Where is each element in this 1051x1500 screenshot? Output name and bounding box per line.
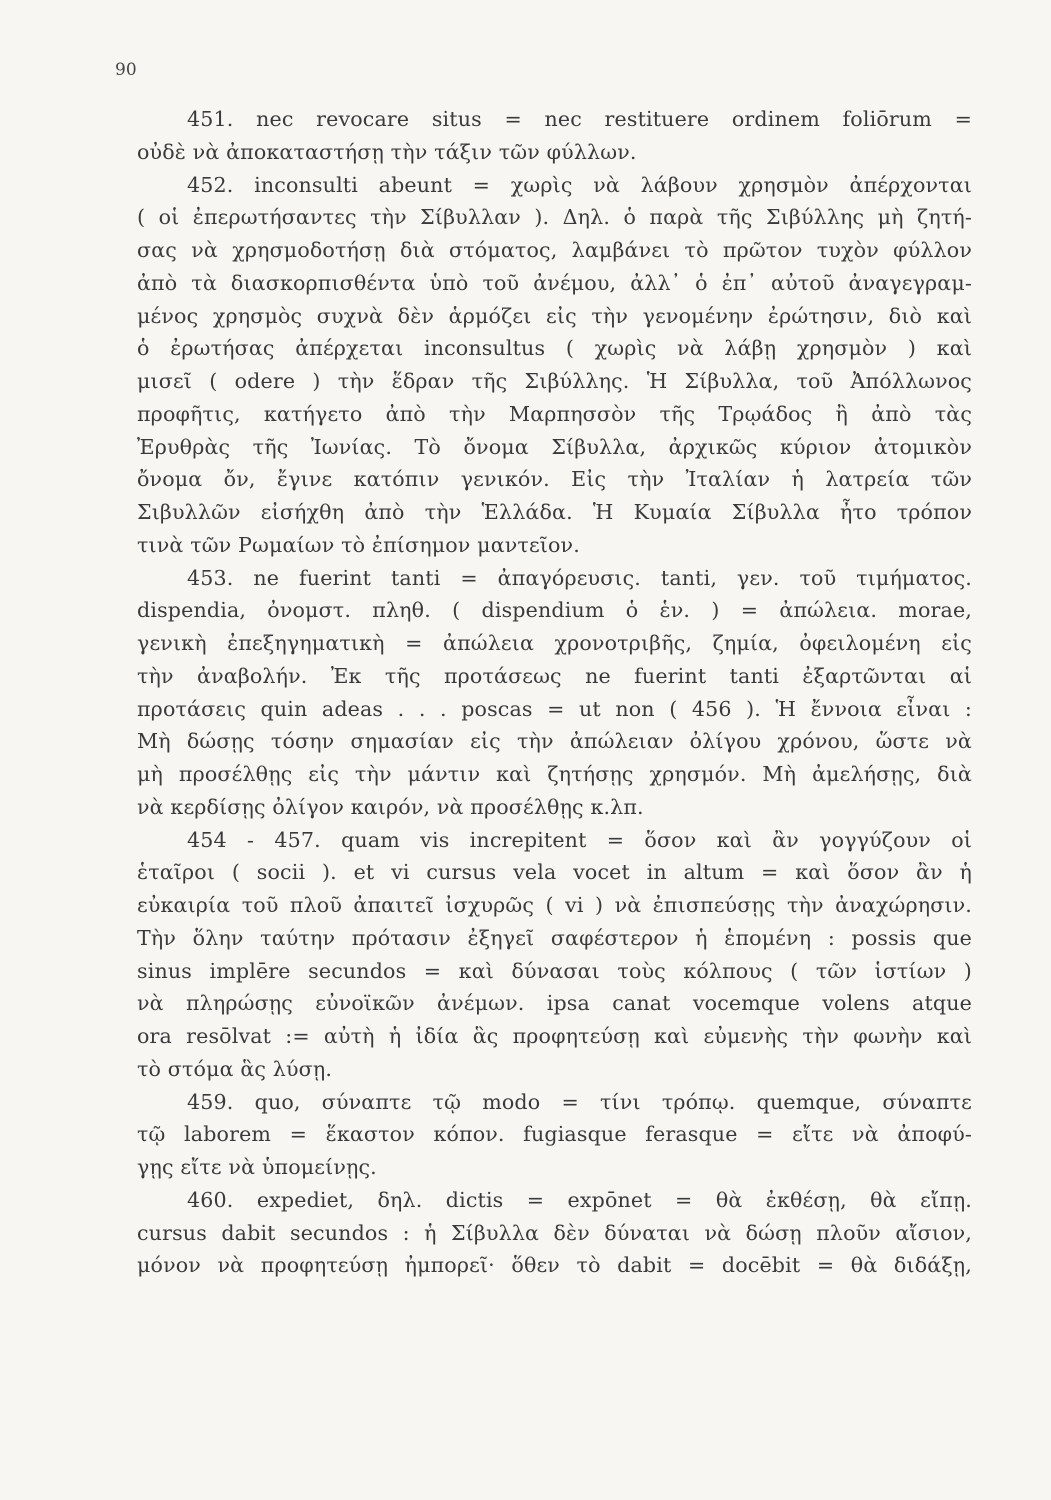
text-line: γῃς εἴτε νὰ ὑπομείνῃς.: [137, 1155, 377, 1179]
text-line: ὁ ἐρωτήσας ἀπέρχεται inconsultus ( χωρὶς νὰ λάβῃ χρησμὸν ) καὶ: [137, 336, 972, 361]
text-line: cursus dabit secundos : ἡ Σίβυλλα δὲν δύναται νὰ δώσῃ πλοῦν αἴσιον,: [137, 1220, 972, 1245]
text-line: 451. nec revocare situs = nec restituere ordinem foliōrum =: [187, 107, 972, 131]
text-line: ἀπὸ τὰ διασκορπισθέντα ὑπὸ τοῦ ἀνέμου, ἀλλ᾽ ὁ ἐπ᾽ αὐτοῦ ἀναγεγραμ-: [137, 270, 972, 295]
commentary-text: [137, 103, 972, 1282]
text-line: εὐκαιρία τοῦ πλοῦ ἀπαιτεῖ ἰσχυρῶς ( vi ) νὰ ἐπισπεύσῃς τὴν ἀναχώρησιν.: [137, 893, 972, 917]
page-number: 90: [115, 60, 137, 80]
text-line: νὰ πληρώσῃς εὐνοϊκῶν ἀνέμων. ipsa canat vocemque volens atque: [137, 991, 972, 1016]
text-line: 459. quo, σύναπτε τῷ modo = τίνι τρόπῳ. quemque, σύναπτε: [187, 1089, 972, 1114]
text-line: μόνον νὰ προφητεύσῃ ἠμπορεῖ· ὅθεν τὸ dabit = docēbit = θὰ διδάξῃ,: [137, 1253, 972, 1278]
text-line: ὄνομα ὄν, ἔγινε κατόπιν γενικόν. Εἰς τὴν Ἰταλίαν ἡ λατρεία τῶν: [137, 467, 972, 492]
text-line: 452. inconsulti abeunt = χωρὶς νὰ λάβουν χρησμὸν ἀπέρχονται: [187, 172, 972, 197]
text-line: μισεῖ ( odere ) τὴν ἕδραν τῆς Σιβύλλης. Ἡ Σίβυλλα, τοῦ Ἀπόλλωνος: [137, 369, 972, 393]
text-line: Ἐρυθρὰς τῆς Ἰωνίας. Τὸ ὄνομα Σίβυλλα, ἀρχικῶς κύριον ἀτομικὸν: [137, 434, 972, 459]
text-line: ἑταῖροι ( socii ). et vi cursus vela vocet in altum = καὶ ὅσον ἂν ἡ: [137, 860, 972, 885]
text-line: μὴ προσέλθῃς εἰς τὴν μάντιν καὶ ζητήσῃς χρησμόν. Μὴ ἀμελήσῃς, διὰ: [137, 762, 972, 786]
text-line: Τὴν ὅλην ταύτην πρότασιν ἐξηγεῖ σαφέστερον ἡ ἑπομένη : possis que: [137, 925, 972, 950]
text-line: ( οἱ ἐπερωτήσαντες τὴν Σίβυλλαν ). Δηλ. ὁ παρὰ τῆς Σιβύλλης μὴ ζητή-: [137, 205, 972, 230]
text-line: Μὴ δώσῃς τόσην σημασίαν εἰς τὴν ἀπώλειαν ὀλίγου χρόνου, ὥστε νὰ: [137, 729, 972, 754]
text-line: ora resōlvat := αὐτὴ ἡ ἰδία ἃς προφητεύσῃ καὶ εὐμενὴς τὴν φωνὴν καὶ: [137, 1024, 972, 1048]
text-line: σας νὰ χρησμοδοτήσῃ διὰ στόματος, λαμβάνει τὸ πρῶτον τυχὸν φύλλον: [137, 238, 972, 262]
text-line: οὐδὲ νὰ ἀποκαταστήσῃ τὴν τάξιν τῶν φύλλων.: [137, 139, 637, 164]
text-line: 460. expediet, δηλ. dictis = expōnet = θὰ ἐκθέσῃ, θὰ εἴπῃ.: [187, 1187, 972, 1212]
text-line: Σιβυλλῶν εἰσήχθη ἀπὸ τὴν Ἑλλάδα. Ἡ Κυμαία Σίβυλλα ἦτο τρόπον: [137, 500, 972, 524]
text-line: προφῆτις, κατήγετο ἀπὸ τὴν Μαρπησσὸν τῆς Τρῳάδος ἢ ἀπὸ τὰς: [137, 401, 972, 426]
text-line: γενικὴ ἐπεξηγηματικὴ = ἀπώλεια χρονοτριβῆς, ζημία, ὀφειλομένη εἰς: [137, 631, 972, 655]
text-line: 454 - 457. quam vis increpitent = ὅσον καὶ ἂν γογγύζουν οἱ: [187, 827, 972, 852]
text-line: νὰ κερδίσῃς ὀλίγον καιρόν, νὰ προσέλθῃς κ.λπ.: [137, 794, 644, 819]
text-line: τὸ στόμα ἃς λύσῃ.: [137, 1056, 333, 1081]
text-line: sinus implēre secundos = καὶ δύνασαι τοὺς κόλπους ( τῶν ἱστίων ): [137, 958, 972, 983]
text-line: dispendia, ὀνομστ. πληθ. ( dispendium ὁ ἑν. ) = ἀπώλεια. morae,: [137, 598, 972, 623]
text-line: τῷ laborem = ἕκαστον κόπον. fugiasque ferasque = εἴτε νὰ ἀποφύ-: [137, 1122, 972, 1147]
text-line: τὴν ἀναβολήν. Ἐκ τῆς προτάσεως ne fuerint tanti ἐξαρτῶνται αἱ: [137, 663, 972, 688]
text-line: τινὰ τῶν Ρωμαίων τὸ ἐπίσημον μαντεῖον.: [137, 532, 580, 557]
text-line: προτάσεις quin adeas . . . poscas = ut non ( 456 ). Ἡ ἔννοια εἶναι :: [137, 696, 972, 721]
text-line: 453. ne fuerint tanti = ἀπαγόρευσις. tanti, γεν. τοῦ τιμήματος.: [187, 565, 972, 590]
text-line: μένος χρησμὸς συχνὰ δὲν ἁρμόζει εἰς τὴν γενομένην ἐρώτησιν, διὸ καὶ: [137, 303, 972, 328]
